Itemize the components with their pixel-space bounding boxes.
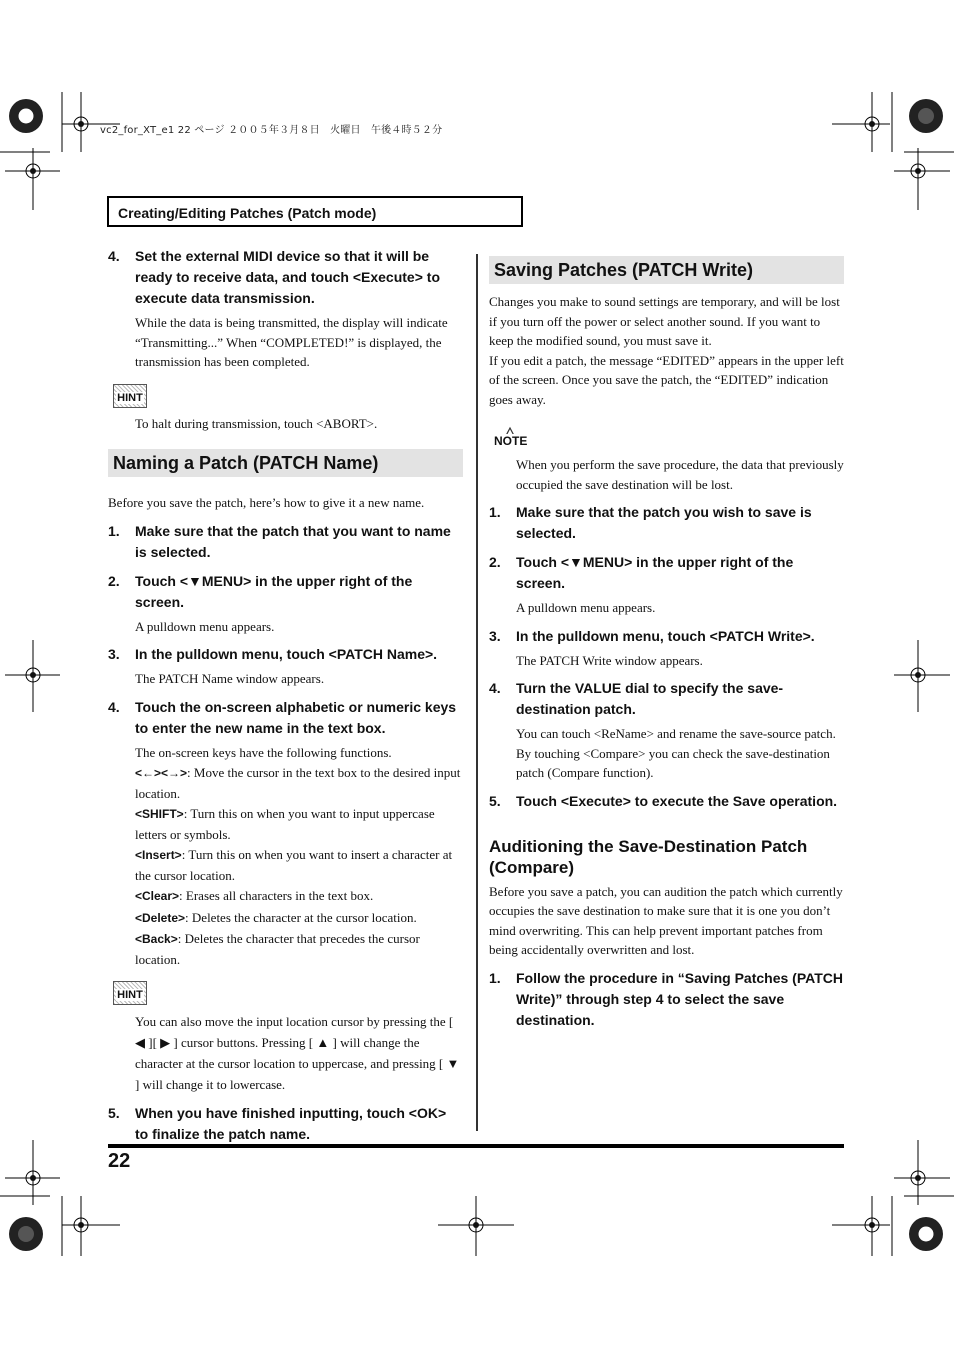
step-item: 4. Set the external MIDI device so that it will be ready to receive data, and touch <Execute> to execute data transmission. bbox=[108, 248, 440, 306]
footer-rule bbox=[108, 1144, 844, 1148]
paragraph: Before you save a patch, you can audition the patch which currently occupies the save destination to make sure that it is one you don’t mind overwriting. This can help prevent important patches from being accidentally overwritten and lost. bbox=[489, 883, 843, 957]
subsection-heading-compare: Auditioning the Save-Destination Patch (Compare) bbox=[489, 836, 808, 877]
print-info-line: vc2_for_XT_e1 22 ページ ２００５年３月８日 火曜日 午後４時５２分 bbox=[100, 125, 443, 136]
step-item: 1. Make sure that the patch that you want to name is selected. bbox=[108, 522, 451, 560]
note-text: When you perform the save procedure, the data that previously occupied the save destination will be lost. bbox=[516, 457, 844, 492]
key-function: <Clear>: Erases all characters in the text box. bbox=[135, 888, 374, 903]
step-body: The PATCH Name window appears. bbox=[135, 671, 325, 686]
section-heading-patch-write: Saving Patches (PATCH Write) bbox=[489, 256, 844, 284]
step-body: You can touch <ReName> and rename the save-source patch. bbox=[516, 726, 836, 741]
step-item: 3. In the pulldown menu, touch <PATCH Name>. bbox=[108, 646, 438, 662]
step-item: 4. Turn the VALUE dial to specify the save-destination patch. bbox=[489, 680, 784, 717]
step-body: The on-screen keys have the following functions. bbox=[135, 744, 392, 760]
key-function: <SHIFT>: Turn this on when you want to input uppercase letters or symbols. bbox=[135, 806, 435, 842]
running-header-title: Creating/Editing Patches (Patch mode) bbox=[118, 205, 377, 221]
hint-icon: HINT bbox=[113, 981, 147, 1005]
key-function: <Delete>: Deletes the character at the cursor location. bbox=[135, 909, 417, 925]
section-heading-patch-name: Naming a Patch (PATCH Name) bbox=[108, 449, 463, 477]
step-body: While the data is being transmitted, the display will indicate “Transmitting...” When “COMPLETED!” is displayed, the transmission has been completed. bbox=[135, 315, 448, 369]
column-divider bbox=[476, 254, 478, 1131]
step-text: Set the external MIDI device so that it will be ready to receive data, and touch <Execute> to execute data transmission. bbox=[135, 248, 440, 306]
hint-text: You can also move the input location cursor by pressing the [ ◀ ][ ▶ ] cursor buttons. Pressing [ ▲ ] will change the character at the cursor location to uppercase, and pressing [ ▼ ] will change it to lowercase. bbox=[135, 1014, 460, 1092]
step-body: A pulldown menu appears. bbox=[516, 600, 656, 615]
left-column bbox=[108, 246, 463, 1145]
key-function: <←><→>: Move the cursor in the text box to the desired input location. bbox=[135, 765, 461, 801]
hint-icon: HINT bbox=[113, 384, 147, 408]
step-item: 4. Touch the on-screen alphabetic or numeric keys to enter the new name in the text box. bbox=[108, 698, 457, 736]
step-item: 2. Touch <▼MENU> in the upper right of the screen. bbox=[108, 572, 413, 610]
right-column bbox=[489, 256, 844, 1031]
hint-text: To halt during transmission, touch <ABORT>. bbox=[135, 415, 378, 431]
step-item: 1. Follow the procedure in “Saving Patches (PATCH Write)” through step 4 to select the save destination. bbox=[489, 969, 843, 1028]
paragraph: Changes you make to sound settings are temporary, and will be lost if you turn off the power or select another sound. If you want to keep the modified sound, you must save it. bbox=[489, 294, 840, 348]
step-body: By touching <Compare> you can check the save-destination patch (Compare function). bbox=[516, 745, 830, 780]
key-function: <Back>: Deletes the character that precedes the cursor location. bbox=[135, 931, 420, 967]
step-body: A pulldown menu appears. bbox=[135, 618, 275, 634]
step-item: 5. Touch <Execute> to execute the Save operation. bbox=[489, 792, 838, 809]
running-header bbox=[107, 196, 523, 227]
step-item: 3. In the pulldown menu, touch <PATCH Write>. bbox=[489, 627, 815, 644]
step-item: 1. Make sure that the patch you wish to save is selected. bbox=[489, 504, 812, 541]
paragraph: If you edit a patch, the message “EDITED” appears in the upper left of the screen. Once you save the patch, the “EDITED” indication goes away. bbox=[489, 352, 844, 407]
key-function: <Insert>: Turn this on when you want to insert a character at the cursor location. bbox=[135, 847, 453, 883]
step-body: The PATCH Write window appears. bbox=[516, 652, 703, 668]
page-number: 22 bbox=[108, 1150, 131, 1172]
note-icon: NOTE bbox=[494, 425, 530, 451]
section-intro: Before you save the patch, here’s how to give it a new name. bbox=[108, 495, 425, 510]
step-item: 5. When you have finished inputting, touch <OK> to finalize the patch name. bbox=[108, 1105, 447, 1142]
step-item: 2. Touch <▼MENU> in the upper right of the screen. bbox=[489, 554, 794, 591]
